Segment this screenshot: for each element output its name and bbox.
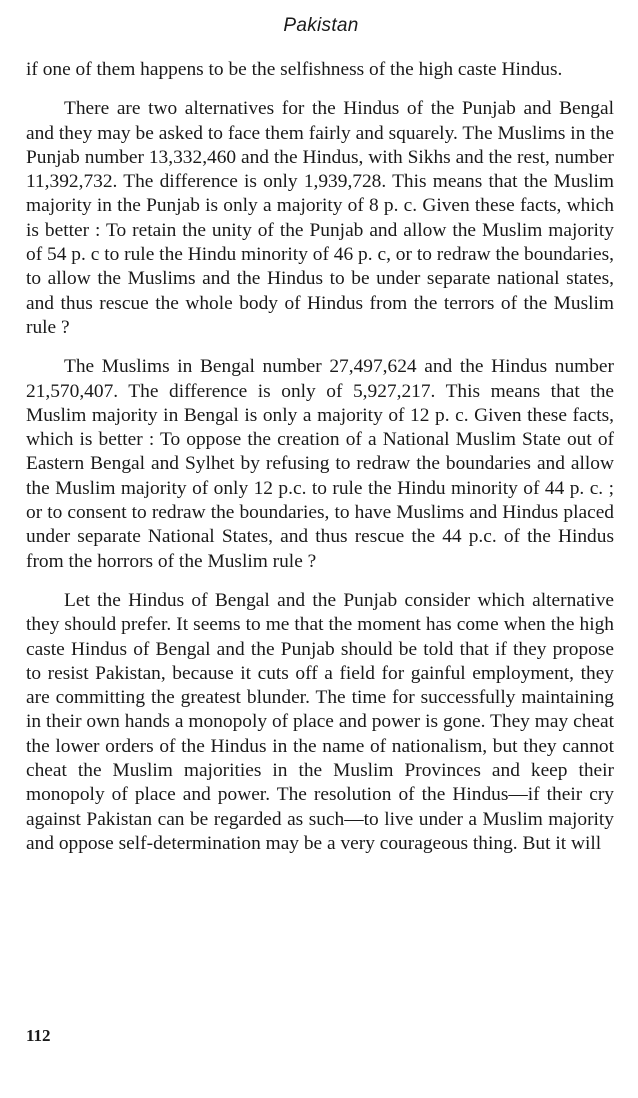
paragraph-bengal: The Muslims in Bengal number 27,497,624 and the Hindus number 21,570,407. The difference is only of 5,927,217. This means that the Muslim majority in Bengal is only a majority of 12 p. c. Given these facts, which is better : To oppose the creation of a National Muslim State out of Eastern Bengal and Sylhet by refusing to redraw the boundaries and allow the Muslim majority of only 12 p.c. to rule the Hindu minority of 44 p. c. ; or to consent to redraw the boundaries, to have Muslims and Hindus placed under separate National States, and thus rescue the 44 p.c. of the Hindus from the horrors of the Muslim rule ? (26, 356, 614, 572)
book-page (26, 0, 616, 1098)
body-text (26, 58, 614, 856)
paragraph-punjab: There are two alternatives for the Hindus of the Punjab and Bengal and they may be asked to face them fairly and squarely. The Muslims in the Punjab number 13,332,460 and the Hindus, with Sikhs and the rest, number 11,392,732. The difference is only 1,939,728. This means that the Muslim majority in the Punjab is only a majority of 8 p. c. Given these facts, which is better : To retain the unity of the Punjab and allow the Muslim majority of 54 p. c to rule the Hindu minority of 46 p. c, or to redraw the boundaries, to allow the Muslims and the Hindus to be under separate national states, and thus rescue the whole body of Hindus from the terrors of the Muslim rule ? (26, 98, 614, 338)
running-head: Pakistan (283, 15, 359, 36)
paragraph-continuation: if one of them happens to be the selfishness of the high caste Hindus. (26, 59, 563, 80)
paragraph-conclusion: Let the Hindus of Bengal and the Punjab consider which alternative they should prefer. It seems to me that the moment has come when the high caste Hindus of Bengal and the Punjab should be told that if they propose to resist Pakistan, because it cuts off a field for gainful employment, they are committing the greatest blunder. The time for successfully maintaining in their own hands a monopoly of place and power is gone. They may cheat the lower orders of the Hindus in the name of nationalism, but they cannot cheat the Muslim majorities in the Muslim Provinces and keep their monopoly of place and power. The resolution of the Hindus—if their cry against Pakistan can be regarded as such—to live under a Muslim majority and oppose self-determination may be a very courageous thing. But it will (26, 589, 614, 854)
page-number: 112 (26, 1026, 51, 1045)
